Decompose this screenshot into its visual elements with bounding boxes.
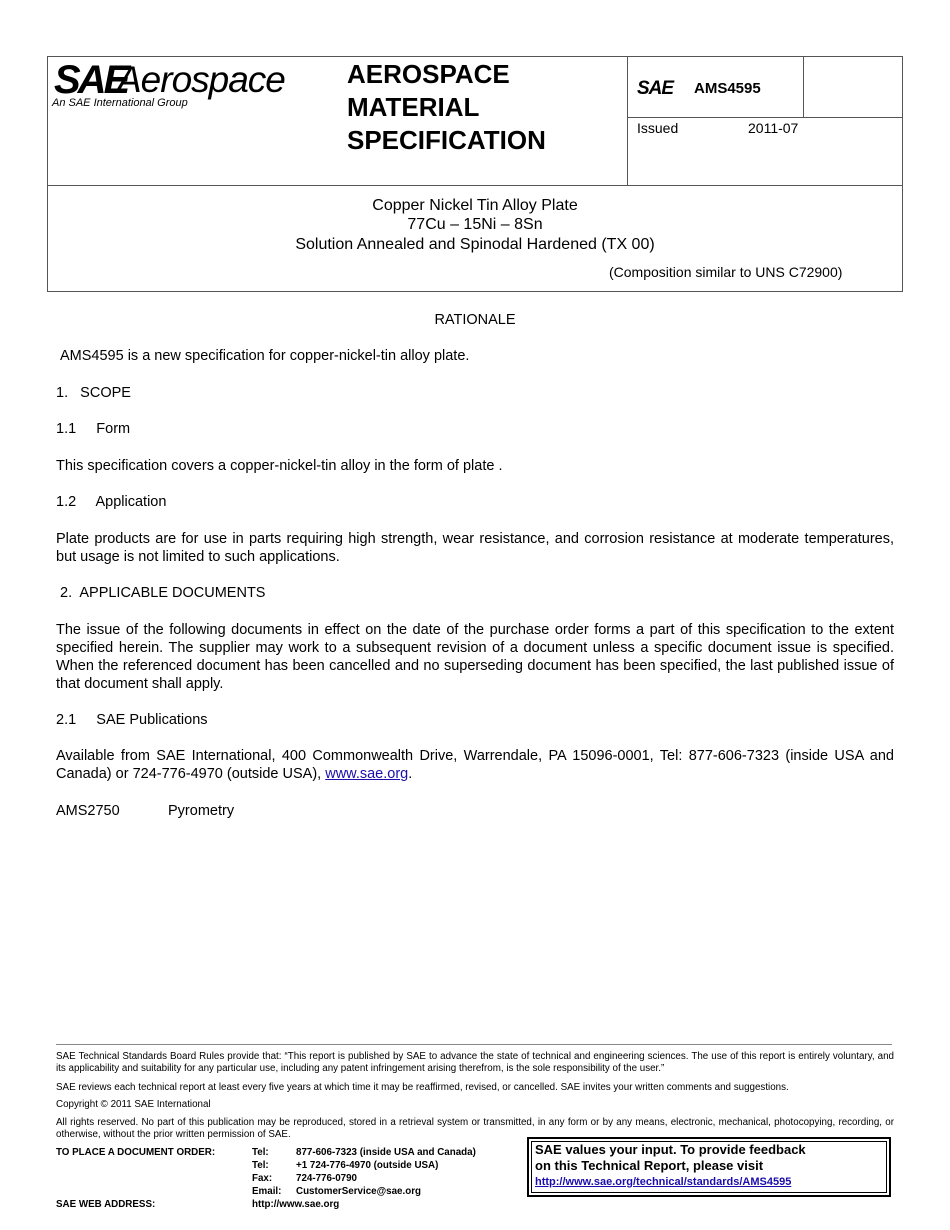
subtitle-line-3: Solution Annealed and Spinodal Hardened (TX 00) — [295, 236, 655, 253]
footer-rules: SAE Technical Standards Board Rules provide that: “This report is published by SAE to advance the state of technical and engineering sciences. The use of this report is entirely voluntary, and its applicability and suitability for any particular use, including any patent infringement arising therefrom, is the sole responsibility of the user.” — [56, 1051, 894, 1074]
feedback-line: on this Technical Report, please visit — [535, 1158, 764, 1173]
aerospace-logo-text: Aerospace — [117, 59, 285, 100]
reference-code: AMS2750 — [56, 803, 120, 819]
sae-website-link[interactable]: www.sae.org — [325, 766, 409, 782]
period: . — [408, 766, 413, 782]
order-label: TO PLACE A DOCUMENT ORDER: — [56, 1147, 216, 1158]
title-line: SPECIFICATION — [347, 125, 546, 155]
divider — [803, 56, 804, 118]
web-label: SAE WEB ADDRESS: — [56, 1199, 156, 1210]
email-value[interactable]: CustomerService@sae.org — [296, 1186, 421, 1197]
sae-mark: SAE — [637, 78, 674, 99]
footer-rule — [56, 1044, 892, 1045]
title-line: MATERIAL — [347, 92, 480, 122]
section-1-2-text: Plate products are for use in parts requiring high strength, wear resistance, and corrosion resistance at moderate temperatures, but usage is not limited to such applications. — [56, 531, 894, 565]
feedback-link[interactable]: http://www.sae.org/technical/standards/AMS4595 — [535, 1176, 792, 1188]
reference-title: Pyrometry — [168, 803, 235, 819]
fax-label: Fax: — [252, 1173, 273, 1184]
divider — [627, 56, 628, 186]
section-1-1-text: This specification covers a copper-nickel-tin alloy in the form of plate . — [56, 458, 503, 474]
section-2-1-heading: 2.1 SAE Publications — [56, 712, 208, 728]
footer-copyright: Copyright © 2011 SAE International — [56, 1099, 211, 1110]
section-1-2-heading: 1.2 Application — [56, 494, 167, 510]
spec-number: AMS4595 — [694, 80, 761, 97]
section-1-1-heading: 1.1 Form — [56, 421, 131, 437]
tel2-value: +1 724-776-4970 (outside USA) — [296, 1160, 439, 1171]
section-2-heading: 2. APPLICABLE DOCUMENTS — [60, 585, 266, 601]
divider — [627, 117, 903, 118]
email-label: Email: — [252, 1186, 282, 1197]
issued-date: 2011-07 — [748, 120, 799, 136]
tel-value: 877-606-7323 (inside USA and Canada) — [296, 1147, 476, 1158]
footer-rights: All rights reserved. No part of this publication may be reproduced, stored in a retrieval system or transmitted, in any form or by any means, electronic, mechanical, photocopying, recording, or otherwise, without the prior written permission of SAE. — [56, 1117, 894, 1140]
tel-label: Tel: — [252, 1147, 269, 1158]
section-2-text: The issue of the following documents in effect on the date of the purchase order forms a part of this specification to the extent specified herein. The supplier may work to a subsequent revision of a document unless a specific document issue is specified. When the referenced document has been cancelled and no superseding document has been specified, the last published issue of that document shall apply. — [56, 622, 894, 692]
section-1-heading: 1. SCOPE — [56, 385, 131, 401]
issued-label: Issued — [637, 120, 679, 136]
sae-logo: SAE — [54, 58, 128, 102]
subtitle-line-1: Copper Nickel Tin Alloy Plate — [372, 197, 578, 214]
logo-tagline: An SAE International Group — [52, 97, 188, 109]
title-line: AEROSPACE — [347, 59, 510, 89]
composition-note: (Composition similar to UNS C72900) — [609, 264, 843, 280]
section-2-1-text — [56, 747, 894, 783]
section-2-1-body: Available from SAE International, 400 Commonwealth Drive, Warrendale, PA 15096-0001, Tel: 877-606-7323 (inside USA and Canada) or 724-776-4970 (outside USA), — [56, 748, 894, 782]
feedback-line: SAE values your input. To provide feedback — [535, 1142, 806, 1157]
rationale-text: AMS4595 is a new specification for copper-nickel-tin alloy plate. — [60, 348, 470, 364]
web-value[interactable]: http://www.sae.org — [252, 1199, 340, 1210]
feedback-text — [535, 1142, 806, 1174]
tel2-label: Tel: — [252, 1160, 269, 1171]
rationale-heading: RATIONALE — [434, 312, 516, 328]
subtitle-line-2: 77Cu – 15Ni – 8Sn — [407, 216, 543, 233]
document-type-title — [347, 58, 546, 157]
footer-review: SAE reviews each technical report at least every five years at which time it may be reaffirmed, revised, or cancelled. SAE invites your written comments and suggestions. — [56, 1082, 789, 1093]
fax-value: 724-776-0790 — [296, 1173, 358, 1184]
